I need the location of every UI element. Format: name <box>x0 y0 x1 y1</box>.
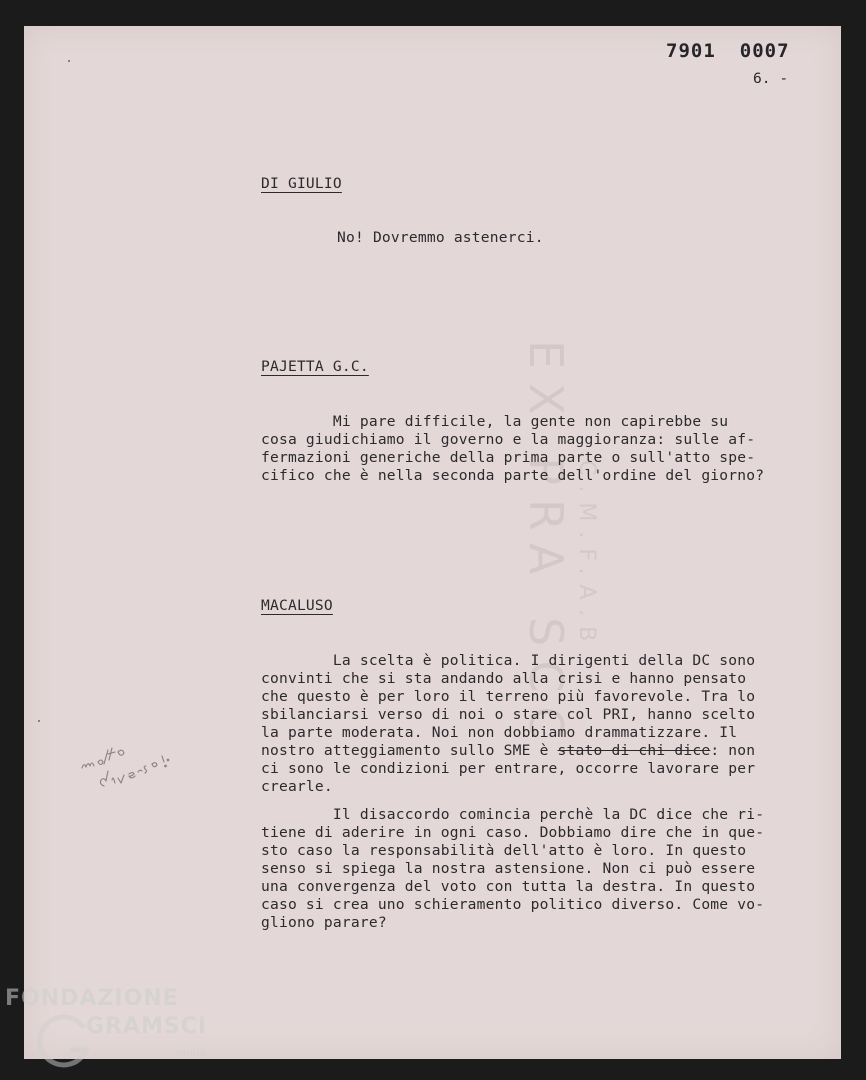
paragraph-line: senso si spiega la nostra astensione. Non ci può essere <box>261 860 756 877</box>
fondazione-gramsci-watermark <box>0 980 230 1080</box>
paragraph-line: ci sono le condizioni per entrare, occorre lavorare per <box>261 760 756 777</box>
watermark-line-1: FONDAZIONE <box>5 986 179 1011</box>
macaluso-paragraph-2 <box>261 806 764 932</box>
watermark-line-2: GRAMSCI <box>86 1014 208 1039</box>
paragraph-line: fermazioni generiche della prima parte o sull'atto spe- <box>261 449 756 466</box>
document-number <box>666 40 790 62</box>
watermark-line-3: onlus <box>176 1046 206 1059</box>
paragraph-line: No! Dovremmo astenerci. <box>337 229 544 246</box>
paragraph-line-with-strikethrough <box>261 742 755 760</box>
paragraph-line: sto caso la responsabilità dell'atto è loro. In questo <box>261 842 747 859</box>
speaker-heading-macaluso: MACALUSO <box>261 597 333 614</box>
paragraph-line: tiene di aderire in ogni caso. Dobbiamo dire che in que- <box>261 824 765 841</box>
stamp-line-2: C.M.F.A.B <box>574 460 599 652</box>
paper-speck <box>38 720 40 722</box>
document-number-part-a: 7901 <box>666 40 716 62</box>
paragraph-line: convinti che si sta andando alla crisi e hanno pensato <box>261 670 747 687</box>
paper-speck <box>68 60 70 62</box>
strike-line-after: : non <box>710 742 756 759</box>
stamp-line-1: EX PRA SCC <box>520 340 573 753</box>
paragraph-line: una convergenza del voto con tutta la destra. In questo <box>261 878 756 895</box>
handwriting-graphic <box>72 726 202 796</box>
handwritten-margin-note <box>72 726 202 796</box>
macaluso-paragraph-1 <box>261 652 755 796</box>
paragraph-line: caso si crea uno schieramento politico diverso. Come vo- <box>261 896 765 913</box>
paragraph-line: gliono parare? <box>261 914 387 931</box>
paragraph-line: cosa giudichiamo il governo e la maggioranza: sulle af- <box>261 431 756 448</box>
speaker-heading-di-giulio: DI GIULIO <box>261 175 342 192</box>
page-marker: 6. - <box>753 70 789 87</box>
paragraph-line: che questo è per loro il terreno più favorevole. Tra lo <box>261 688 756 705</box>
paragraph-line: cifico che è nella seconda parte dell'ordine del giorno? <box>261 467 765 484</box>
paragraph-line: crearle. <box>261 778 333 795</box>
paragraph-line: sbilanciarsi verso di noi o stare col PRI, hanno scelto <box>261 706 756 723</box>
paragraph-line: Il disaccordo comincia perchè la DC dice che ri- <box>261 806 765 823</box>
paragraph-line: la parte moderata. Noi non dobbiamo drammatizzare. Il <box>261 724 738 741</box>
pajetta-paragraph <box>261 413 764 485</box>
struck-text: stato di chi dice <box>557 742 711 759</box>
speaker-heading-pajetta: PAJETTA G.C. <box>261 358 369 375</box>
paragraph-line: Mi pare difficile, la gente non capirebbe su <box>261 413 729 430</box>
di-giulio-paragraph <box>337 229 544 247</box>
paragraph-line: La scelta è politica. I dirigenti della DC sono <box>261 652 756 669</box>
document-number-part-b: 0007 <box>739 40 790 62</box>
strike-line-before: nostro atteggiamento sullo SME è <box>261 742 558 759</box>
